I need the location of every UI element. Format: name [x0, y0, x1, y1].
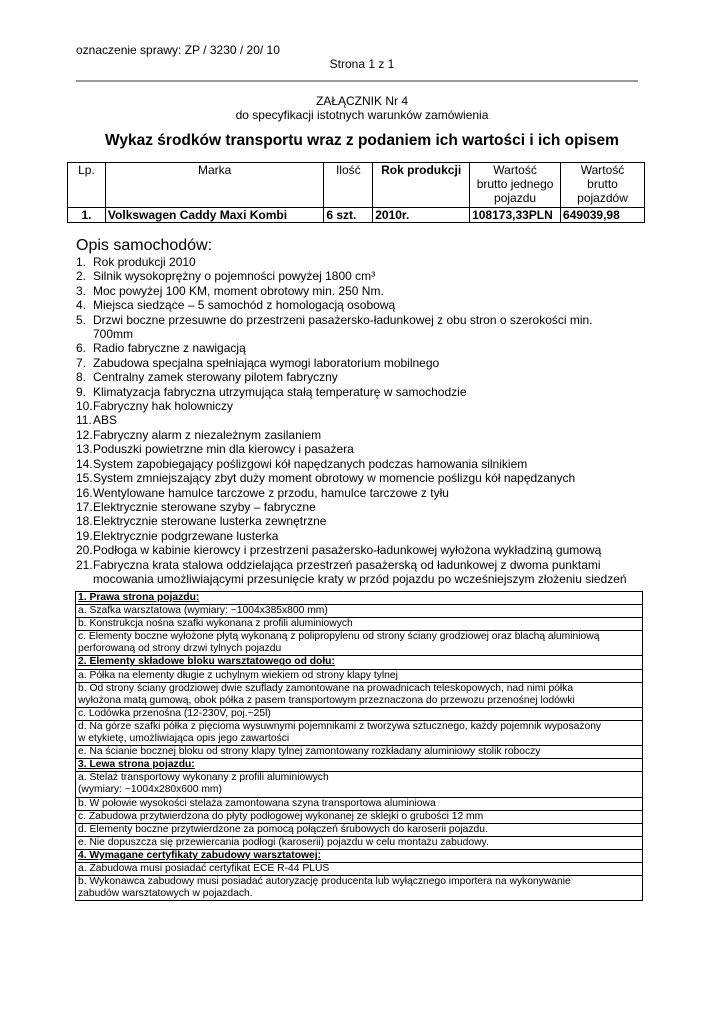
item-number: 3.	[76, 283, 87, 298]
item-text-continued: 700mm	[93, 327, 134, 342]
item-text: Klimatyzacja fabryczna utrzymująca stałą temperaturę w samochodzie	[93, 384, 467, 399]
item-number: 9.	[76, 384, 87, 399]
attachment-subtitle: do specyfikacji istotnych warunków zamówienia	[235, 108, 489, 122]
list-item	[76, 500, 656, 514]
list-item	[76, 543, 656, 557]
table-row	[76, 746, 643, 759]
table-row	[76, 876, 643, 901]
item-text: Silnik wysokoprężny o pojemności powyżej 1800 cm³	[93, 269, 376, 284]
header-brutto-pojazdow	[561, 163, 645, 208]
item-text: Fabryczny hak holowniczy	[93, 399, 234, 414]
item-text-continued: mocowania umożliwiającymi przesunięcie kraty w przód pojazdu po wcześniejszym złożeniu siedzeń	[93, 571, 627, 586]
cell-lp: 1.	[68, 208, 106, 223]
cell-marka: Volkswagen Caddy Maxi Kombi	[105, 208, 323, 223]
item-number: 13.	[76, 442, 93, 457]
list-item	[76, 471, 656, 485]
item-text: Elektrycznie sterowane lusterka zewnętrzne	[93, 514, 327, 529]
header-brutto-pojazdow-line1: Wartość	[580, 163, 625, 177]
item-number: 10.	[76, 399, 93, 414]
item-number: 21.	[76, 557, 93, 572]
item-number: 19.	[76, 528, 93, 543]
spec-cell	[76, 720, 643, 745]
vehicle-table	[67, 162, 645, 223]
spec-cell: d. Elementy boczne przytwierdzone za pomocą połączeń śrubowych do karoserii pojazdu.	[76, 823, 643, 836]
spec-cell	[76, 631, 643, 656]
spec-line: zabudów warsztatowych w pojazdach.	[78, 888, 253, 900]
item-number: 4.	[76, 298, 87, 313]
item-text: Miejsca siedzące – 5 samochód z homologacją osobową	[93, 298, 396, 313]
table-row	[76, 797, 643, 810]
description-heading: Opis samochodów:	[76, 237, 213, 254]
table-row	[76, 720, 643, 745]
item-text: Poduszki powietrzne min dla kierowcy i pasażera	[93, 442, 354, 457]
item-text: System zapobiegający poślizgowi kół napędzanych podczas hamowania silnikiem	[93, 456, 528, 471]
page-title: Wykaz środków transportu wraz z podaniem ich wartości i ich opisem	[105, 132, 619, 149]
item-text: Podłoga w kabinie kierowcy i przestrzeni pasażersko-ładunkowej wyłożona wykładziną gumową	[93, 543, 602, 558]
list-item	[76, 269, 656, 283]
header-divider	[76, 80, 638, 82]
cell-rok: 2010r.	[373, 208, 470, 223]
spec-line: w etykietę, umożliwiająca opis jego zawartości	[78, 733, 290, 745]
list-item	[76, 442, 656, 456]
spec-cell	[76, 682, 643, 707]
item-text: Centralny zamek sterowany pilotem fabryczny	[93, 370, 338, 385]
list-item	[76, 428, 656, 442]
spec-cell: a. Szafka warsztatowa (wymiary: ~1004x385x800 mm)	[76, 605, 643, 618]
list-item	[76, 413, 656, 427]
header-brutto-pojazdow-line3: pojazdów	[577, 191, 628, 205]
table-row	[76, 862, 643, 875]
cell-brutto-pojazdow: 649039,98	[561, 208, 645, 223]
table-row	[76, 682, 643, 707]
table-row	[76, 772, 643, 797]
spec-section-title: 3. Lewa strona pojazdu:	[76, 759, 643, 772]
spec-cell: a. Półka na elementy długie z uchylnym wiekiem od strony klapy tylnej	[76, 669, 643, 682]
item-text: Fabryczna krata stalowa oddzielająca przestrzeń pasażerską od ładunkowej z dwoma punktami	[93, 557, 601, 572]
list-item	[76, 284, 656, 298]
list-item	[76, 356, 656, 370]
item-number: 8.	[76, 370, 87, 385]
list-item	[76, 529, 656, 543]
item-text: Drzwi boczne przesuwne do przestrzeni pasażersko-ładunkowej z obu stron o szerokości min.	[93, 312, 593, 327]
spec-cell: e. Na ścianie bocznej bloku od strony klapy tylnej zamontowany rozkładany aluminiowy stolik roboczy	[76, 746, 643, 759]
page-number: Strona 1 z 1	[329, 57, 395, 71]
header-marka: Marka	[105, 163, 323, 208]
header-rok: Rok produkcji	[373, 163, 470, 208]
table-row	[76, 631, 643, 656]
table-row	[76, 836, 643, 849]
item-text: Fabryczny alarm z niezależnym zasilaniem	[93, 427, 322, 442]
spec-section-row	[76, 592, 643, 605]
table-row	[76, 823, 643, 836]
spec-line: b. Wykonawca zabudowy musi posiadać autoryzację producenta lub wyłącznego importera na wykonywanie	[78, 876, 571, 888]
list-item	[76, 514, 656, 528]
item-number: 15.	[76, 471, 93, 486]
item-number: 12.	[76, 427, 93, 442]
spec-section-title: 2. Elementy składowe bloku warsztatowego od dołu:	[76, 656, 643, 669]
spec-cell: e. Nie dopuszcza się przewiercania podłogi (karoserii) pojazdu w celu montażu zabudowy.	[76, 836, 643, 849]
spec-line: b. Od strony ściany grodziowej dwie szuflady zamontowane na prowadnicach teleskopowych, nad nimi półka	[78, 682, 574, 694]
spec-cell: c. Lodówka przenośna (12-230V, poj.~25l)	[76, 707, 643, 720]
header-brutto-jednego-line2: brutto jednego	[476, 177, 554, 191]
list-item	[76, 313, 656, 342]
spec-cell: c. Zabudowa przytwierdzona do płyty podłogowej wykonanej ze sklejki o grubości 12 mm	[76, 810, 643, 823]
list-item	[76, 486, 656, 500]
item-number: 2.	[76, 269, 87, 284]
table-row	[76, 810, 643, 823]
spec-line: perforowaną od strony drzwi tylnych pojazdu	[78, 643, 282, 655]
list-item	[76, 255, 656, 269]
item-text: Elektrycznie sterowane szyby – fabryczne	[93, 499, 316, 514]
equipment-spec-table	[75, 591, 643, 901]
spec-line: d. Na górze szafki półka z pięcioma wysuwnymi pojemnikami z tworzywa sztucznego, każdy pojemnik wyposażony	[78, 720, 602, 732]
spec-section-title: 4. Wymagane certyfikaty zabudowy warsztatowej:	[76, 849, 643, 862]
list-item	[76, 370, 656, 384]
item-number: 17.	[76, 499, 93, 514]
item-text: ABS	[93, 413, 118, 428]
spec-cell: b. W połowie wysokości stelaża zamontowana szyna transportowa aluminiowa	[76, 797, 643, 810]
spec-line: c. Elementy boczne wyłożone płytą wykonaną z polipropylenu od strony ściany grodziowej oraz blachą aluminiową	[78, 631, 600, 643]
spec-section-row	[76, 759, 643, 772]
item-number: 16.	[76, 485, 93, 500]
item-text: Zabudowa specjalna spełniająca wymogi laboratorium mobilnego	[93, 355, 440, 370]
attachment-number: ZAŁĄCZNIK Nr 4	[315, 94, 408, 108]
header-ilosc: Ilość	[324, 163, 373, 208]
spec-cell	[76, 876, 643, 901]
table-row	[76, 605, 643, 618]
spec-cell	[76, 772, 643, 797]
spec-section-row	[76, 849, 643, 862]
header-brutto-jednego-line3: pojazdu	[494, 191, 537, 205]
item-text: Moc powyżej 100 KM, moment obrotowy min. 250 Nm.	[93, 283, 384, 298]
spec-line: wyłożona matą gumową, obok półka z pasem transportowym przeznaczona do przewozu przenośnej lodówki	[78, 694, 575, 706]
list-item	[76, 385, 656, 399]
spec-cell: b. Konstrukcja nośna szafki wykonana z profili aluminiowych	[76, 618, 643, 631]
item-number: 7.	[76, 355, 87, 370]
item-number: 1.	[76, 255, 87, 269]
cell-ilosc: 6 szt.	[324, 208, 373, 223]
item-number: 20.	[76, 543, 93, 558]
item-text: Wentylowane hamulce tarczowe z przodu, hamulce tarczowe z tyłu	[93, 485, 449, 500]
header-lp: Lp.	[68, 163, 106, 208]
table-header-row	[68, 163, 645, 208]
description-list	[76, 255, 656, 586]
list-item	[76, 558, 656, 587]
case-reference: oznaczenie sprawy: ZP / 3230 / 20/ 10	[76, 43, 280, 57]
cell-brutto-jednego: 108173,33PLN	[470, 208, 561, 223]
item-text: System zmniejszający zbyt duży moment obrotowy w momencie poślizgu kół napędzanych	[93, 471, 576, 486]
table-row	[76, 618, 643, 631]
item-number: 18.	[76, 514, 93, 529]
item-text: Rok produkcji 2010	[93, 255, 196, 269]
spec-line: (wymiary: ~1004x280x600 mm)	[78, 784, 222, 796]
header-brutto-pojazdow-line2: brutto	[587, 177, 618, 191]
item-number: 14.	[76, 456, 93, 471]
list-item	[76, 457, 656, 471]
header-brutto-jednego	[470, 163, 561, 208]
spec-section-title: 1. Prawa strona pojazdu:	[76, 592, 643, 605]
table-row	[76, 669, 643, 682]
table-row	[76, 707, 643, 720]
spec-line: a. Stelaż transportowy wykonany z profili aluminiowych	[78, 772, 329, 784]
spec-cell: a. Zabudowa musi posiadać certyfikat ECE R-44 PLUS	[76, 862, 643, 875]
item-number: 5.	[76, 312, 87, 327]
list-item	[76, 341, 656, 355]
spec-section-row	[76, 656, 643, 669]
list-item	[76, 298, 656, 312]
item-number: 11.	[76, 413, 92, 428]
header-brutto-jednego-line1: Wartość	[493, 163, 537, 177]
list-item	[76, 399, 656, 413]
item-number: 6.	[76, 341, 87, 356]
item-text: Radio fabryczne z nawigacją	[93, 341, 246, 356]
table-row	[68, 208, 645, 223]
item-text: Elektrycznie podgrzewane lusterka	[93, 528, 279, 543]
